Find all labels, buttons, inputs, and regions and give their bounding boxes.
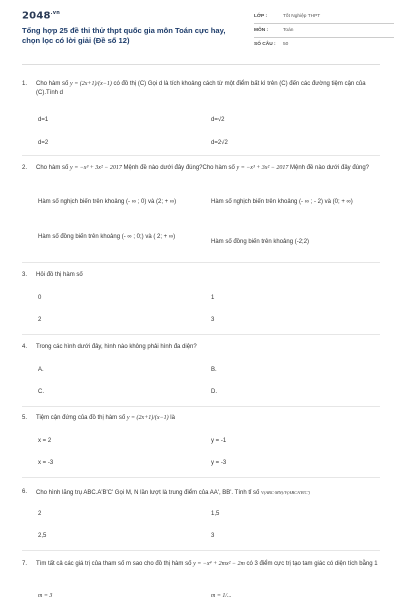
question-2 — [22, 164, 382, 173]
option-b[interactable]: d=√2 — [211, 117, 225, 123]
option-a[interactable]: A. — [38, 367, 44, 373]
option-b[interactable]: 1 — [211, 295, 215, 301]
option-a[interactable]: x = 2 — [38, 438, 52, 444]
stem-formula: V(ABC·MN)/V(ABCA'B'C') — [261, 490, 311, 495]
stem-formula: y = −x³ + 3x² − 2017 — [70, 165, 122, 171]
question-stem — [22, 271, 382, 280]
option-d[interactable]: 3 — [211, 317, 215, 323]
header-divider — [22, 64, 380, 65]
question-4 — [22, 343, 382, 352]
option-c[interactable]: 2,5 — [38, 533, 47, 539]
question-stem — [22, 164, 382, 173]
question-5 — [22, 414, 382, 423]
question-number: 1. — [22, 81, 28, 87]
stem-text: Cho hình lăng trụ ABC.A'B'C' Gọi M, N lần lượt là trung điểm của AA', BB'. Tính tỉ số — [36, 490, 262, 496]
stem-text: Mệnh đề nào dưới đây đúng? — [288, 165, 370, 171]
stem-text: Hỏi đồ thị hàm số — [36, 272, 83, 278]
question-divider — [22, 334, 380, 335]
option-d[interactable]: d=2√2 — [211, 140, 228, 146]
question-divider — [22, 262, 380, 263]
option-b[interactable]: y = -1 — [211, 438, 227, 444]
meta-class — [254, 10, 394, 24]
option-c[interactable]: 2 — [38, 317, 42, 323]
stem-text: Trong các hình dưới đây, hình nào không phải hình đa diện? — [36, 344, 197, 350]
meta-label: LỚP : — [254, 14, 268, 19]
stem-formula: y = −x⁴ + 2mx² − 2m — [193, 561, 245, 567]
meta-value: Toán — [283, 28, 294, 33]
stem-formula: y = −x³ + 3x² − 2017 — [236, 165, 289, 171]
question-number: 5. — [22, 415, 28, 421]
question-number: 3. — [22, 272, 28, 278]
site-logo[interactable] — [22, 10, 60, 21]
question-stem — [22, 560, 382, 569]
option-b[interactable]: m = 1/... — [211, 593, 232, 599]
question-number: 6. — [22, 489, 28, 495]
stem-text: Tìm tất cả các giá trị của tham số m sao cho đồ thị hàm số — [36, 561, 194, 567]
question-1 — [22, 80, 382, 98]
question-stem — [22, 414, 382, 423]
document-title: Tổng hợp 25 đề thi thử thpt quốc gia môn Toán cực hay, chọn lọc có lời giải (Đề số 12) — [22, 26, 226, 45]
option-a[interactable]: m = 3 — [38, 593, 53, 599]
question-divider — [22, 477, 380, 478]
meta-value: Tốt Nghiệp THPT — [283, 14, 321, 19]
option-a[interactable]: 0 — [38, 295, 42, 301]
option-b[interactable]: 1,5 — [211, 511, 220, 517]
option-b[interactable]: B. — [211, 367, 217, 373]
stem-text: Tiệm cận đứng của đồ thị hàm số — [36, 415, 127, 421]
stem-text: là — [168, 415, 175, 421]
logo-suffix: .vn — [50, 10, 60, 16]
question-number: 7. — [22, 561, 28, 567]
option-c[interactable]: C. — [38, 389, 44, 395]
meta-subject — [254, 24, 394, 38]
option-b[interactable]: Hàm số nghịch biến trên khoảng (- ∞ ; - 2) và (0; + ∞) — [211, 199, 353, 205]
option-a[interactable]: Hàm số nghịch biến trên khoảng (- ∞ ; 0) và (2; + ∞) — [38, 199, 177, 205]
option-d[interactable]: D. — [211, 389, 217, 395]
question-divider — [22, 406, 380, 407]
stem-text: Cho hàm số — [36, 81, 71, 87]
question-stem — [22, 80, 382, 98]
option-c[interactable]: x = -3 — [38, 460, 54, 466]
option-c[interactable]: Hàm số đồng biến trên khoảng (- ∞ ; 0;) và ( 2; + ∞) — [38, 234, 176, 240]
meta-value: 50 — [283, 42, 289, 47]
question-6 — [22, 488, 382, 498]
exam-meta — [254, 10, 394, 51]
question-7 — [22, 560, 382, 569]
stem-formula: y = (2x+1)/(x−1) — [126, 415, 169, 421]
question-number: 2. — [22, 165, 28, 171]
question-divider — [22, 550, 380, 551]
logo-text: 2048 — [22, 10, 51, 22]
question-stem — [22, 488, 382, 498]
stem-text: Mệnh đề nào dưới đây đúng?Cho hàm số — [121, 165, 237, 171]
meta-question-count — [254, 38, 394, 51]
header — [22, 10, 392, 58]
option-c[interactable]: d=2 — [38, 140, 49, 146]
option-d[interactable]: Hàm số đồng biến trên khoảng (-2;2) — [211, 239, 310, 245]
question-divider — [22, 155, 380, 156]
option-a[interactable]: 2 — [38, 511, 42, 517]
stem-text: có 3 điểm cực trị tạo tam giác có diện tích bằng 1 — [244, 561, 378, 567]
meta-label: SỐ CÂU : — [254, 42, 276, 47]
meta-label: MÔN : — [254, 28, 269, 33]
option-d[interactable]: 3 — [211, 533, 215, 539]
option-a[interactable]: d=1 — [38, 117, 49, 123]
stem-text: Cho hàm số — [36, 165, 71, 171]
stem-text: có đồ thị (C) Gọi d là tích khoảng cách từ một điểm bất kì trên (C) đến các đường tiệm cận của (C).Tính d — [36, 81, 366, 96]
question-number: 4. — [22, 344, 28, 350]
stem-formula: y = (2x+1)/(x−1) — [70, 81, 112, 87]
question-3 — [22, 271, 382, 280]
question-stem — [22, 343, 382, 352]
option-d[interactable]: y = -3 — [211, 460, 227, 466]
